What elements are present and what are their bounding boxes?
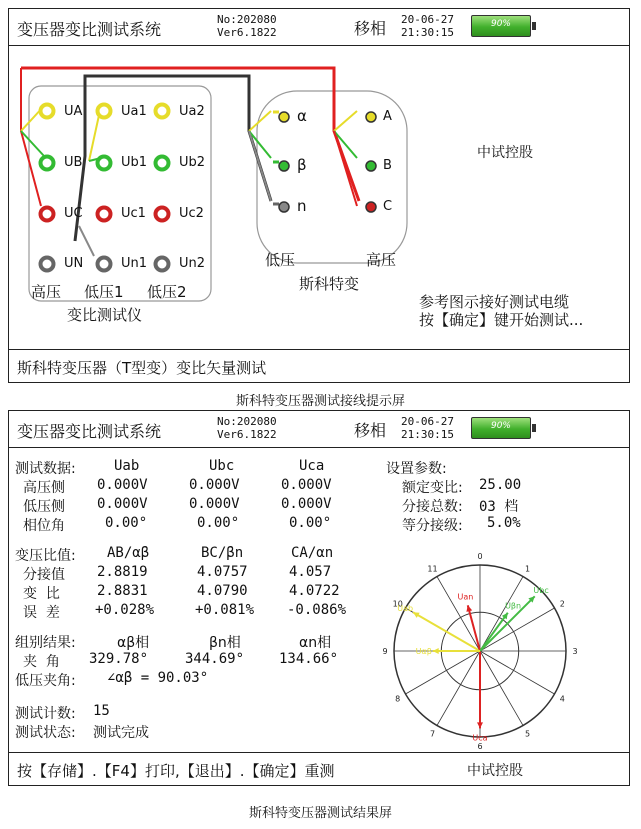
- clock-number: 11: [427, 564, 438, 574]
- ratio-row-name: 变 比: [23, 586, 60, 602]
- ratio-cell: +0.081%: [195, 602, 255, 618]
- ratio-cell: 4.0757: [197, 564, 248, 580]
- label-b: B: [383, 158, 392, 173]
- terminal-ua: [41, 105, 54, 118]
- label-ua2: Ua2: [179, 104, 205, 119]
- label-un: UN: [64, 256, 84, 271]
- ratio-cell: -0.086%: [287, 602, 347, 618]
- angle-cell: 329.78°: [89, 651, 149, 667]
- angle-row-name: 夹 角: [23, 654, 60, 670]
- measure-label: 测试数据:: [15, 461, 76, 477]
- ratio-col: BC/βn: [201, 545, 244, 561]
- clock-number: 1: [524, 564, 531, 574]
- ratio-cell: 4.057: [289, 564, 332, 580]
- tap-count-value: 03 档: [479, 499, 519, 515]
- transformer-name: 斯科特变: [299, 275, 360, 293]
- plug-b: [366, 161, 376, 171]
- result-screen: [8, 410, 630, 786]
- label-beta: β: [297, 156, 307, 174]
- phasor-label: Uab: [397, 603, 414, 613]
- measure-row-name: 高压侧: [23, 480, 65, 496]
- wiring-screen: [8, 8, 630, 383]
- label-ua: UA: [64, 104, 83, 119]
- instrument-low1-label: 低压1: [84, 283, 124, 301]
- app-title: 变压器变比测试系统: [17, 422, 162, 441]
- phasor-arrowhead: [433, 648, 439, 654]
- ratio-cell: 4.0722: [289, 583, 340, 599]
- ratio-row-name: 分接值: [23, 567, 65, 583]
- phasor-diagram: [380, 551, 580, 751]
- group-label: 组别结果:: [15, 635, 76, 651]
- label-ub2: Ub2: [179, 155, 206, 170]
- hint-line-2: 按【确定】键开始测试...: [419, 311, 584, 329]
- terminal-uc2: [156, 208, 169, 221]
- clock-number: 8: [395, 694, 401, 704]
- label-c: C: [383, 199, 393, 214]
- low-angle-value: ∠αβ = 90.03°: [107, 670, 209, 686]
- datetime: 20-06-27 21:30:15: [401, 13, 454, 39]
- label-uc: UC: [64, 206, 83, 221]
- tap-step-label: 等分接级:: [402, 518, 463, 534]
- phasor-vector: [413, 612, 480, 651]
- plug-alpha: [273, 112, 289, 122]
- settings-label: 设置参数:: [386, 461, 447, 477]
- plug-c: [366, 202, 376, 212]
- label-un2: Un2: [179, 256, 206, 271]
- mode-label: 移相: [354, 19, 387, 38]
- hint-line-1: 参考图示接好测试电缆: [419, 293, 570, 311]
- caption-result: 斯科特变压器测试结果屏: [248, 806, 392, 821]
- clock-number: 2: [559, 599, 565, 609]
- device-info: No:202080 Ver6.1822: [217, 415, 277, 441]
- transformer-low-label: 低压: [265, 251, 296, 269]
- wire-red-uc: [21, 68, 41, 206]
- terminal-ub2: [156, 157, 169, 170]
- datetime: 20-06-27 21:30:15: [401, 415, 454, 441]
- group-col: αβ相: [117, 635, 150, 651]
- label-n: n: [297, 197, 307, 215]
- measure-cell: 0.000V: [97, 496, 148, 512]
- terminal-un1: [98, 258, 111, 271]
- measure-row-name: 低压侧: [23, 499, 65, 515]
- clock-number: 0: [477, 552, 483, 561]
- rated-ratio-value: 25.00: [479, 477, 522, 493]
- label-alpha: α: [297, 107, 307, 125]
- measure-cell: 0.00°: [197, 515, 240, 531]
- label-ub1: Ub1: [121, 155, 148, 170]
- clock-number: 4: [559, 694, 565, 704]
- phasor-arrowhead: [477, 722, 483, 728]
- ratio-cell: +0.028%: [95, 602, 155, 618]
- device-info: No:202080 Ver6.1822: [217, 13, 277, 39]
- clock-number: 5: [524, 729, 531, 739]
- phasor-label: Uβn: [505, 601, 522, 611]
- phasor-label: Uan: [457, 592, 474, 602]
- terminal-ua1: [98, 105, 111, 118]
- measure-cell: 0.00°: [289, 515, 332, 531]
- clock-number: 9: [382, 647, 388, 656]
- clock-number: 7: [429, 729, 436, 739]
- measure-col-uca: Uca: [299, 458, 325, 474]
- footer-text: 按【存储】.【F4】打印,【退出】.【确定】重测: [17, 762, 335, 780]
- ratio-row-name: 误 差: [23, 605, 60, 621]
- label-ub: UB: [64, 155, 83, 170]
- wire-red-c: [334, 131, 357, 206]
- ratio-cell: 2.8819: [97, 564, 148, 580]
- battery-icon: 90%: [471, 15, 531, 37]
- clock-number: 6: [477, 742, 483, 751]
- wire-gray-n: [249, 131, 271, 201]
- ratio-col: AB/αβ: [107, 545, 150, 561]
- tap-count-label: 分接总数:: [402, 499, 463, 515]
- company-label: 中试控股: [477, 145, 533, 161]
- footer-bar: [9, 349, 629, 382]
- instrument-name: 变比测试仪: [67, 306, 143, 324]
- phasor-label: Ubc: [533, 585, 549, 595]
- terminal-uc1: [98, 208, 111, 221]
- instrument-low2-label: 低压2: [147, 283, 187, 301]
- label-uc2: Uc2: [179, 206, 204, 221]
- clock-number: 3: [572, 647, 578, 656]
- phasor-label: Uαβ: [415, 647, 432, 656]
- terminal-ub1: [98, 157, 111, 170]
- measure-cell: 0.000V: [189, 496, 240, 512]
- group-col: βn相: [209, 635, 241, 651]
- status-value: 测试完成: [93, 725, 149, 741]
- terminal-un: [41, 258, 54, 271]
- measure-row-name: 相位角: [23, 518, 65, 534]
- phasor-vector: [480, 613, 508, 651]
- measure-cell: 0.000V: [281, 477, 332, 493]
- terminal-ua2: [156, 105, 169, 118]
- ratio-label: 变压比值:: [15, 548, 76, 564]
- app-title: 变压器变比测试系统: [17, 20, 162, 39]
- measure-col-ubc: Ubc: [209, 458, 235, 474]
- wire-gray-un1: [79, 226, 94, 256]
- plug-n: [273, 202, 289, 212]
- label-un1: Un1: [121, 256, 148, 271]
- terminal-un2: [156, 258, 169, 271]
- count-value: 15: [93, 703, 110, 719]
- header-bar: [9, 411, 629, 448]
- company-label: 中试控股: [467, 763, 523, 779]
- status-label: 测试状态:: [15, 725, 76, 741]
- rated-ratio-label: 额定变比:: [402, 480, 463, 496]
- battery-icon: 90%: [471, 417, 531, 439]
- footer-text: 斯科特变压器（T型变）变比矢量测试: [17, 359, 267, 377]
- footer-bar: [9, 752, 629, 785]
- ratio-cell: 4.0790: [197, 583, 248, 599]
- angle-cell: 134.66°: [279, 651, 339, 667]
- angle-cell: 344.69°: [185, 651, 245, 667]
- terminal-ub: [41, 157, 54, 170]
- phasor-label: Uca: [472, 733, 488, 743]
- mode-label: 移相: [354, 421, 387, 440]
- count-label: 测试计数:: [15, 706, 76, 722]
- label-ua1: Ua1: [121, 104, 147, 119]
- measure-cell: 0.00°: [105, 515, 148, 531]
- terminal-uc: [41, 208, 54, 221]
- measure-cell: 0.000V: [97, 477, 148, 493]
- low-angle-label: 低压夹角:: [15, 673, 76, 689]
- measure-cell: 0.000V: [189, 477, 240, 493]
- measure-col-uab: Uab: [114, 458, 140, 474]
- plug-beta: [273, 161, 289, 171]
- wire-yellow-a: [334, 111, 357, 131]
- caption-wiring: 斯科特变压器测试接线提示屏: [235, 394, 405, 409]
- instrument-high-label: 高压: [31, 283, 62, 301]
- ratio-cell: 2.8831: [97, 583, 148, 599]
- tap-step-value: 5.0%: [487, 515, 521, 531]
- label-uc1: Uc1: [121, 206, 146, 221]
- ratio-col: CA/αn: [291, 545, 334, 561]
- wire-red-top: [21, 68, 359, 201]
- plug-a: [366, 112, 376, 122]
- group-col: αn相: [299, 635, 332, 651]
- header-bar: [9, 9, 629, 46]
- measure-cell: 0.000V: [281, 496, 332, 512]
- transformer-high-label: 高压: [366, 251, 397, 269]
- clock-number: 10: [392, 599, 403, 609]
- label-a: A: [383, 109, 392, 124]
